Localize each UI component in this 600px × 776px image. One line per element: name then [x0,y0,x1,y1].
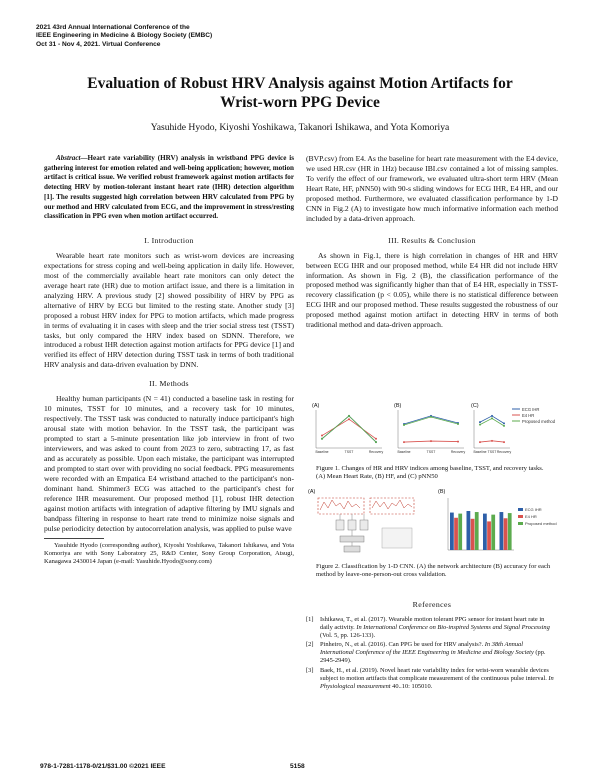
fig1-data-point [479,441,481,443]
methods-continued: (BVP.csv) from E4. As the baseline for heart rate measurement with the E4 device, we used HR.csv (HR in 1Hz) because IBI.csv contained a lot of missing samples. To verify the effect of our framework, we evaluated ultra-short term HRV (Mean Heart Rate, HF, pNN50) with 90-s sliding windows for ECG IHR, E4 HR, and our proposed method. Furthermore, we evaluated classification performance by 1-D CNN in Fig.2 (A) to investigate how much informative information each method included by a data-driven approach. [306,154,558,223]
left-column [44,154,294,566]
fig2-bar [508,513,512,550]
section-heading-results: III. Results & Conclusion [388,235,476,245]
reference-venue: In 38th Annual International Conference of the IEEE Engineering in Medicine and Biology Society [320,641,534,657]
reference-tail: 40..10: 105010. [390,682,433,690]
fig1-data-point [503,441,505,443]
fig1-data-point [403,424,405,426]
fig2-bar [450,513,454,550]
references-section [306,600,558,692]
fig1-x-tick: Recovery [496,450,512,454]
footnote-rule [44,538,104,539]
fig1-data-point [321,435,323,437]
intro-paragraph: Wearable heart rate monitors such as wrist-worn devices are increasing expectations for stress coping and well-being application in daily life. However, most of the commercially available heart rate monitors can only detect the average heart rate (HR) due to motion artifact issue, and there is a limitation in analyzing HRV. A previous study [2] showed possibility of HRV by PPG as alternative of HRV by ECG but limited to the resting state. Another study [3] proposed a robust HRV index for PPG to motion artifacts, which made progress in terms of evaluating it in cases with sleep and the trier social stress test (TSST) tasks, but only compared the HRV index based on SDNN. Therefore, we introduced a robust IHR detection against motion artifacts for PPG device [1] and verified its effect of HRV detection during TSST task in terms of both traditional HRV analysis and data-driven evaluation by DNN. [44,250,294,370]
abstract [44,154,294,222]
fig1-x-tick: Recovery [450,450,466,454]
reference-body: Baek, H., et al. (2019). Novel heart rate variability index for wrist-worn wearable devices subject to motion artifacts that complicate measurement of the continuous pulse interval. [320,666,549,682]
footnote: Yasuhide Hyodo (corresponding author), Kiyoshi Yoshikawa, Takanori Ishikawa, and Yota Komoriya are with Sony Laboratory 25, R&D Center, Sony Group Corporation, Atsugi, Kanagawa 2430014 Japan (e-mail: Yasuhide.Hyodo@sony.com) [44,541,294,566]
fig1-data-point [457,423,459,425]
methods-paragraph: Healthy human participants (N = 41) conducted a baseline task in resting for 10 minutes, TSST for 10 minutes, and a recovery task for 10 minutes, respectively. The TSST task was conducted to naturally induce participant's high arousal state with motion behavior. In the TSST task, the participant was prompted to start a 5-minute presentation like job interview in front of two interviewers, and was asked to count from 2023 to zero, subtracting 17, as fast and as accurately as possible. Upon each mistake, the participant was interrupted and prompted to start over with providing no social feedback. PPG measurements were recorded with an Empatica E4 wristband attached to the participant's non-dominant hand. Shimmer3 ECG was attached to the participant's chest for reference IHR measurement. Our proposed method [1], robust IHR detection against motion artifacts with integration of adaptive filtering by IMU signals and bandpass filtering in response to heart rate trend to minimize noise signals and pulse periodicity detection by autocorrelation analysis, was applied to pulse wave [44,394,294,533]
fig2-bar [483,514,487,550]
figure-2-caption: Figure 2. Classification by 1-D CNN. (A) the network architecture (B) accuracy for each method by leave-one-person-out cross validation. [316,563,551,579]
fig2-bar [487,521,491,550]
fig1-data-point [375,441,377,443]
fig2-bar [491,515,495,550]
page-number: 5158 [290,763,305,770]
fig2-legend [518,507,557,526]
reference-body: Pinheiro, N., et al. (2016). Can PPG be used for HRV analysis?. [320,641,485,649]
fig1-data-point [375,438,377,440]
reference-text [320,641,558,665]
figure-1-caption: Figure 1. Changes of HR and HRV indices among baseline, TSST, and recovery tasks. (A) Mean Heart Rate, (B) HF, and (C) pNN50 [316,465,544,481]
fig1-series-line [322,419,376,439]
abstract-body: —Heart rate variability (HRV) analysis in wristband PPG device is gathering interest for emotion related and well-being application; however, motion artifact is critical issue. We verified robust framework against motion artifacts for detecting HRV by motion-tolerant instant heart rate (IHR) detection algorithm [1]. The results suggested high correlation between HRV calculated from PPG by our method and HRV calculated from ECG, and the improvement in stress/resting classification in PPG even when motion artifact occurred. [44,154,294,221]
section-heading-intro: I. Introduction [144,235,194,245]
section-heading-references: References [412,600,452,609]
reference-body: Ishikawa, T., et al. (2017). Wearable motion tolerant PPG sensor for instant heart rate in daily activity. [320,615,545,632]
fig2-bar [500,512,504,550]
fig1-data-point [430,416,432,418]
reference-number: [3] [306,666,314,674]
fig2-bar [454,518,458,550]
fig1-data-point [403,441,405,443]
title-line: Wrist-worn PPG Device [220,94,380,111]
fig2-panel-b-label: (B) [438,489,446,495]
fig1-data-point [430,440,432,442]
title-line: Evaluation of Robust HRV Analysis against Motion Artifacts for [87,75,513,92]
fig1-legend-ecg: ECG IHR [522,407,540,412]
results-paragraph: As shown in Fig.1, there is high correlation in changes of HR and HRV between ECG IHR and our proposed method, while E4 HR did not include HRV information. As shown in Fig. 2 (B), the classification performance of the proposed method was significantly higher than that of E4 HR, especially in TSST-recovery classification (p < 0.05), while there is no statistical difference between ECG IHR and our proposed method. These results suggested the robustness of our proposed method against motion artifact in detecting HRV in terms of both traditional method and data-driven approach. [306,250,558,330]
reference-venue: In Physiological measurement [320,674,554,690]
reference-list [306,616,558,691]
fig1-x-tick: TSST [344,450,354,454]
reference-number: [1] [306,615,314,623]
fig1-legend-e4: E4 HR [522,413,535,418]
fig1-data-point [491,417,493,419]
fig2-bar [458,514,462,550]
fig1-data-point [479,421,481,423]
fig2-bar [475,512,479,550]
reference-item [306,641,558,665]
figure-2 [306,486,558,558]
reference-tail: (pp. 2945-2949). [320,649,546,665]
abstract-lead: Abstract [56,154,81,162]
fig2-legend-ecg: ECG IHR [525,507,542,512]
section-heading-methods: II. Methods [149,379,189,389]
fig2-legend-e4: E4 HR [525,514,537,519]
fig1-series-line [480,416,504,423]
header-line: 2021 43rd Annual International Conference of the [36,24,190,31]
reference-venue: In International Conference on Bio-inspired Systems and Signal Processing [356,624,550,632]
fig1-x-tick: Baseline [473,450,487,454]
fig1-data-point [491,440,493,442]
fig1-panel-c-label: (C) [471,403,479,409]
fig1-panel-b-label: (B) [394,403,402,409]
author-list: Yasuhide Hyodo, Kiyoshi Yoshikawa, Takanori Ishikawa, and Yota Komoriya [150,122,450,133]
fig1-data-point [503,425,505,427]
fig1-x-tick: Baseline [397,450,411,454]
footer-isbn: 978-1-7281-1178-0/21/$31.00 ©2021 IEEE [40,763,166,770]
fig1-x-tick: Baseline [315,450,329,454]
header-line: IEEE Engineering in Medicine & Biology Society (EMBC) [36,32,213,40]
fig1-data-point [321,438,323,440]
cnn-architecture-diagram [318,498,414,552]
fig2-bar [471,519,475,550]
fig1-legend-proposed: Proposed method [522,419,556,424]
reference-text [320,616,558,640]
fig2-legend-proposed: Proposed method [525,521,557,526]
reference-item [306,616,558,640]
fig1-series-line [480,418,504,425]
fig1-data-point [503,422,505,424]
fig1-data-point [491,415,493,417]
fig1-data-point [348,415,350,417]
fig1-x-tick: TSST [487,450,497,454]
header-line: Oct 31 - Nov 4, 2021. Virtual Conference [36,40,161,48]
reference-text [320,667,558,691]
fig2-panel-a-label: (A) [308,489,316,495]
conference-header [36,24,212,49]
fig2-bar [504,518,508,550]
fig1-legend [512,407,556,424]
fig1-data-point [479,424,481,426]
reference-item [306,667,558,691]
figure-1 [306,400,558,462]
reference-number: [2] [306,641,314,649]
fig1-panel-a-label: (A) [312,403,320,409]
reference-tail: (Vol. 5, pp. 126-133). [320,632,376,640]
fig1-x-tick: TSST [426,450,436,454]
right-column [306,154,558,330]
fig1-data-point [457,441,459,443]
fig1-x-tick: Recovery [368,450,384,454]
paper-title [40,74,560,112]
fig2-bar [467,511,471,550]
fig1-data-point [348,418,350,420]
